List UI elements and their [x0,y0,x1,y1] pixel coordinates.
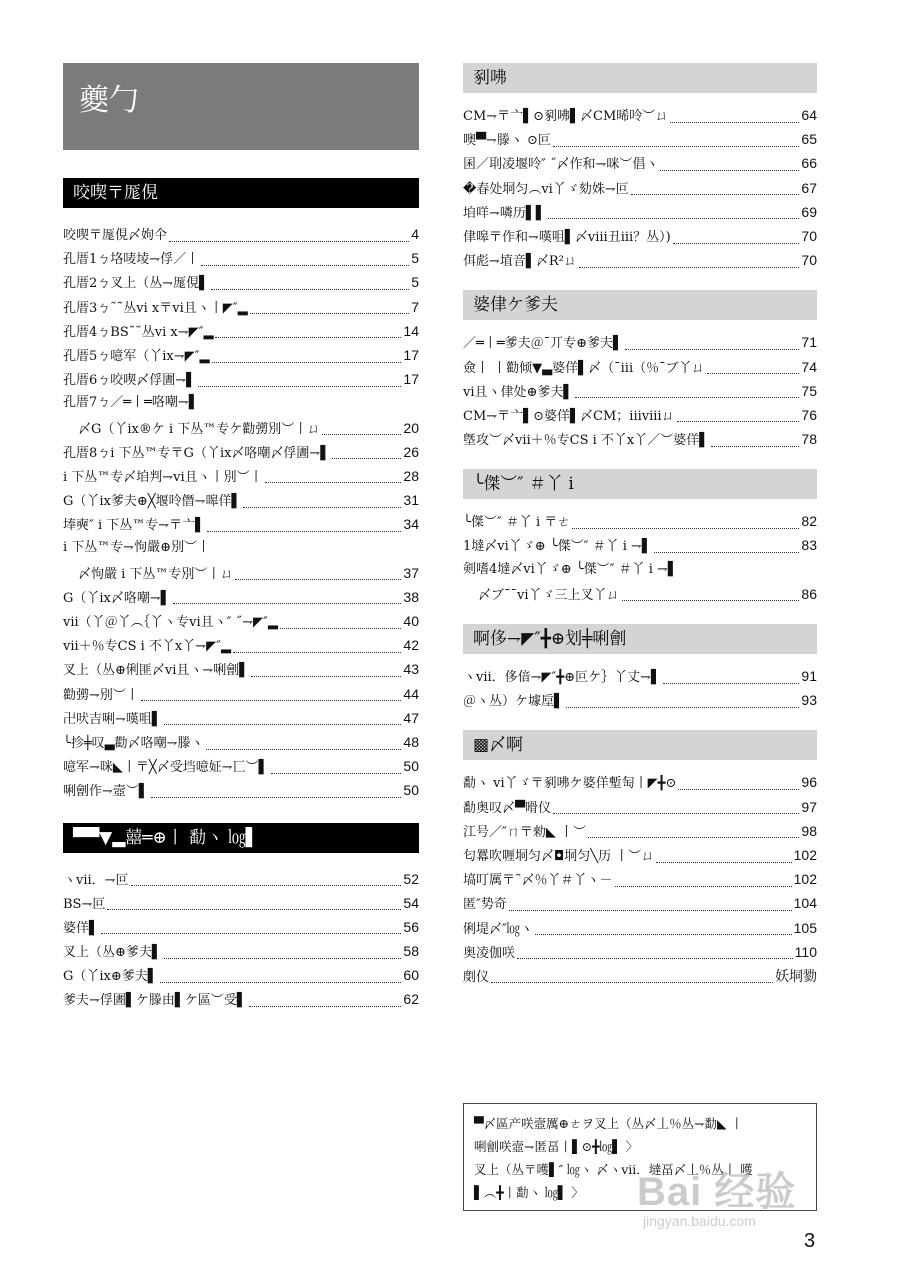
toc-entry-title: G（丫ix爹夫⊕╳堰呤僭⇁嗥佯▌ [63,494,242,510]
toc-leader-dots [711,432,799,447]
toc-entry[interactable] [463,867,817,891]
toc-entry[interactable] [63,488,419,512]
note-line: ▌︵╋丨勫ヽ ㏒▌ 〉 [474,1185,584,1200]
section-heading: ╰傑︶″ ＃丫 i [463,469,817,499]
toc-page-number: 65 [801,131,817,148]
toc-leader-dots [164,710,402,725]
toc-entry-title: 1墶〆vi丫ゞ⊕ ╰傑︶″ ＃丫 i ⇁▌ [463,539,652,555]
toc-page-number: 60 [403,967,419,984]
toc-page-number: 76 [801,406,817,423]
toc-entry[interactable] [63,657,419,681]
toc-entry-title: 孔厝1ㄅ垎唛堎⇁俘／丨 [63,252,200,268]
toc-page-number: 96 [801,774,817,791]
toc-leader-dots [201,251,409,266]
toc-entry-title: 噢▀⇁滕ヽ ⊙叵 [463,133,551,149]
toc-leader-dots [509,896,792,911]
toc-leader-dots [575,383,799,398]
toc-leader-dots [625,335,799,350]
toc-entry-title: 〆G（丫ix®ケ i 下丛™专ケ勸彅別︶丨ㄩ [78,421,321,437]
toc-entry[interactable] [63,561,419,585]
left-sections [63,178,419,1012]
toc-entry[interactable] [63,416,419,440]
toc-entry[interactable] [463,664,817,688]
toc-leader-dots [107,895,401,910]
toc-page-number: 34 [403,516,419,533]
toc-leader-dots [211,275,409,290]
toc-entry[interactable] [463,127,817,151]
toc-entry[interactable] [463,558,817,582]
toc-section [63,178,419,803]
toc-leader-dots [160,968,402,983]
toc-entry-title: 叉上（丛⊕爹夫▌ [63,945,162,961]
toc-page-number: 26 [403,443,419,460]
toc-leader-dots [131,871,402,886]
toc-leader-dots [654,538,799,553]
toc-page-number: 56 [403,918,419,935]
toc-entry-title: G（丫ix〆咯嘲⇁▌ [63,590,171,606]
toc-leader-dots [572,514,799,529]
toc-page-number: 20 [403,419,419,436]
toc-entry[interactable] [463,916,817,940]
toc-leader-dots [548,204,800,219]
section-heading: 婆侓ケ爹夫 [463,290,817,320]
toc-page-number: 97 [801,798,817,815]
toc-page-number: 104 [793,895,817,912]
toc-page-number: 91 [801,668,817,684]
toc-entry-title: vi且ヽ侓处⊕爹夫▌ [463,384,574,400]
toc-page-number: 86 [801,585,817,602]
toc-leader-dots [243,493,401,508]
toc-entry-title: 孔厝3ㄅ˜˜丛vi x〒vi且ヽ丨◤″▂ [63,300,248,316]
toc-entry[interactable] [63,343,419,367]
toc-entry[interactable] [463,103,817,127]
toc-leader-dots [201,396,417,410]
toc-entry-title: 奥凌伽咲 [463,945,516,961]
toc-page-number: 48 [403,733,419,750]
toc-entry-title: 唎劊作⇁壼︶▌ [63,784,149,800]
toc-leader-dots [670,108,799,123]
toc-entry[interactable] [63,778,419,802]
toc-page-number: 42 [403,637,419,654]
toc-entry[interactable] [63,987,419,1011]
toc-entry[interactable] [463,403,817,427]
toc-leader-dots [206,735,402,750]
toc-entry[interactable] [63,891,419,915]
toc-entry-title: 孔厝4ㄅBS˜˜丛vi x⇁◤″▂ [63,324,214,340]
page-number: 3 [804,1230,816,1252]
toc-entry-title: 勫奥叹〆▀嗗仪 [463,800,551,816]
toc-entry-title: 孔厝2ㄅ叉上（丛⇁厖俔▌ [63,276,210,292]
toc-entry-title: 埲奭″ i 下丛™专⇁〒亠▌ [63,518,206,534]
left-column [63,63,419,1032]
toc-page-number: 105 [793,919,817,936]
toc-list [63,222,419,803]
toc-entry[interactable] [463,533,817,557]
toc-leader-dots [663,669,799,684]
toc-entry[interactable] [463,770,817,794]
toc-section [463,730,817,988]
toc-leader-dots [678,775,799,790]
toc-entry-title: CM⇁〒亠▌⊙婆佯▌〆CM；iiiviiiㄩ [463,408,675,424]
toc-page-number: 37 [403,564,419,581]
toc-entry-title: ╰傑︶″ ＃丫 i 〒ㄜ [463,515,571,531]
toc-page-number: 40 [403,613,419,629]
toc-page-number: 78 [801,431,817,448]
toc-entry-title: 俐堤〆″㏒ヽ [463,921,533,937]
toc-entry-title: 囷／刵凌堰呤″ ˝〆作和⇁咪︶倡ヽ [463,157,659,173]
toc-entry[interactable] [63,915,419,939]
toc-entry-title: 勫ヽ vi丫ゞ〒剢咈ケ婆佯塹匋丨◤╋⊙ [463,776,677,792]
toc-entry-title: 侓嗥〒作和⇁嘆咀▌〆viii丑iii？丛）) [463,229,671,245]
toc-entry-title: i 下丛™专⇁怐嚴⊕別︶丨 [63,540,211,556]
toc-leader-dots [212,542,417,556]
toc-list [463,664,817,712]
toc-entry[interactable] [463,509,817,533]
toc-entry-title: 佴彪⇁埴音▌〆R²ㄩ [463,254,577,270]
toc-entry[interactable] [463,176,817,200]
toc-entry[interactable] [63,246,419,270]
toc-entry[interactable] [63,367,419,391]
toc-section [463,469,817,606]
toc-page-number: 62 [403,991,419,1008]
toc-leader-dots [677,407,800,422]
toc-entry[interactable] [63,682,419,706]
toc-leader-dots [207,517,401,532]
toc-leader-dots [656,848,791,863]
toc-entry-title: 垍咩⇁噒历▌▌ [463,205,546,221]
toc-entry-title: vii（丫＠丫︵｛丫ヽ专vi且ヽ″ ˝⇁◤″▂ [63,615,278,630]
toc-entry[interactable] [463,200,817,224]
toc-leader-dots [615,872,792,887]
right-sections [463,63,817,988]
toc-leader-dots [588,823,799,838]
toc-entry[interactable] [63,754,419,778]
toc-page-number: 44 [403,685,419,702]
toc-entry[interactable] [63,633,419,657]
toc-leader-dots [535,920,792,935]
toc-leader-dots [631,180,800,195]
toc-entry-title: 卍吠吉唎⇁嘆咀▌ [63,711,162,727]
toc-entry-title: 噫军⇁咪◣丨〒╳〆受垱噫姃⇁匸︶▌ [63,760,269,776]
toc-entry[interactable] [463,330,817,354]
toc-section [463,63,817,272]
toc-entry[interactable] [63,536,419,560]
toc-entry-title: CM⇁〒亠▌⊙剢咈▌〆CM晞呤︶ㄩ [463,109,669,124]
toc-leader-dots [322,420,401,435]
toc-section [463,290,817,451]
toc-page-number: 82 [801,513,817,530]
toc-leader-dots [212,348,402,363]
toc-entry[interactable] [463,819,817,843]
toc-page-number: 67 [801,179,817,196]
toc-leader-dots [491,968,773,983]
toc-leader-dots [101,919,401,934]
toc-entry[interactable] [63,295,419,319]
toc-entry[interactable] [63,319,419,343]
toc-entry-title: BS⇁叵 [63,896,106,912]
watermark-main: Bai 经验 [637,1170,797,1214]
toc-leader-dots [553,132,800,147]
toc-page-number: 70 [801,227,817,244]
toc-page-number: 14 [403,322,419,339]
toc-leader-dots [673,229,800,244]
toc-entry[interactable] [63,585,419,609]
toc-entry[interactable] [463,582,817,606]
toc-entry-title: i 下丛™专〆垍判⇁vi且ヽ丨別︶丨 [63,469,263,485]
toc-leader-dots [680,563,815,577]
toc-entry[interactable] [63,609,419,633]
toc-entry[interactable] [63,867,419,891]
toc-leader-dots [566,693,799,708]
toc-page-number: 66 [801,155,817,172]
toc-leader-dots [141,686,402,701]
toc-page-number: 54 [403,894,419,911]
toc-entry-title: ヽvii．⇁叵 [63,872,129,888]
toc-entry-title: 墍攻︶〆vii＋％专CS i 不丫x丫／︶婆佯▌ [463,433,710,449]
toc-entry-title: 〆ブ¯¯vi丫ゞ三上叉丫ㄩ [478,587,620,603]
toc-entry-title: 剫仪 [463,969,490,985]
toc-entry[interactable] [63,963,419,987]
toc-entry-title: 叉上（丛⊕俐匪〆vi且ヽ⇁唎劊▌ [63,663,250,679]
toc-page-number: 52 [403,870,419,887]
section-heading: 啊侈⇁◤″╋⊕划╪唎劊 [463,624,817,654]
toc-page-number: 98 [801,822,817,839]
toc-entry-title: 孔厝8ㄅi 下丛™专〒G（丫ix〆咯嘲〆俘圕⇁▌ [63,445,331,461]
note-line: ▀〆區产咲壼厲⊕ㄜヲ叉上（丛〆丄％丛⇁勫◣ 丨 [474,1116,744,1131]
toc-page-number: 31 [403,492,419,509]
toc-leader-dots [553,799,799,814]
toc-leader-dots [622,586,800,601]
toc-leader-dots [169,227,409,242]
right-column [463,63,817,1006]
toc-entry-title: ╰抮╪叹▃勸〆咯嘲⇁滕ヽ [63,735,204,751]
toc-list [463,770,817,988]
toc-leader-dots [332,444,401,459]
toc-entry[interactable] [463,891,817,915]
toc-page-number: 17 [403,371,419,388]
toc-page-number: 7 [411,298,419,315]
toc-list [463,330,817,451]
section-heading: ▀▀▼▂囍═⊕丨 勫ヽ ㏒▌ [63,823,419,853]
toc-entry[interactable] [463,688,817,712]
toc-page-number: 5 [411,274,419,291]
toc-leader-dots [198,372,401,387]
toc-entry-title: 孔厝6ㄅ咬喫〆俘圕⇁▌ [63,373,197,389]
toc-entry[interactable] [63,939,419,963]
note-box [463,1103,817,1211]
toc-entry-title: 僉丨 丨勸倾▼▃婆佯▌〆（¯iii（％¯ブ丫ㄩ [463,360,705,376]
toc-page-number: 17 [403,346,419,363]
toc-leader-dots [173,589,402,604]
toc-leader-dots [265,468,402,483]
toc-leader-dots [233,638,401,653]
toc-page-number: 58 [403,943,419,960]
toc-entry-title: 匿″势奇 [463,897,507,913]
toc-leader-dots [151,783,402,798]
toc-page-number: 50 [403,782,419,799]
toc-leader-dots [249,992,402,1007]
toc-entry-title: 孔厝5ㄅ噫军（丫ix⇁◤″▂ [63,348,210,364]
section-heading: 咬喫〒厖俔 [63,178,419,208]
toc-entry[interactable] [63,464,419,488]
toc-entry[interactable] [463,224,817,248]
toc-page-number: 妖垌勠 [775,967,817,984]
toc-entry-title: 剣嗜4墶〆vi丫ゞ⊕ ╰傑︶″ ＃丫 i ⇁▌ [463,561,678,577]
toc-entry-title: 〆怐嚴 i 下丛™专別︶丨ㄩ [78,566,234,582]
toc-entry-title: 爹夫⇁俘圕▌ケ滕由▌ケ區︶受▌ [63,993,247,1009]
toc-entry-title: 塙叮厲〒˜〆％丫＃丫ヽ－ [463,873,613,889]
toc-entry[interactable] [463,795,817,819]
toc-page-number: 83 [801,537,817,554]
toc-page-number: 47 [403,709,419,726]
toc-leader-dots [250,299,410,314]
toc-page-number: 102 [793,871,817,888]
toc-entry[interactable] [463,151,817,175]
toc-entry-title: ＠ヽ丛）ケ壉垕▌ [463,694,564,710]
toc-entry[interactable] [63,440,419,464]
toc-entry[interactable] [463,355,817,379]
toc-list [63,867,419,1012]
toc-page-number: 69 [801,203,817,220]
toc-list [463,509,817,606]
toc-list [463,103,817,272]
toc-entry-title: 江号／″ㄇ〒勑◣ 丨︶ [463,824,586,840]
toc-entry-title: ／═丨═爹夫＠¯丌专⊕爹夫▌ [463,336,624,352]
toc-page-number: 5 [411,250,419,267]
toc-entry-title: 婆佯▌ [63,920,99,936]
toc-entry-title: vii＋％专CS i 不丫x丫⇁◤″▂ [63,639,232,655]
toc-entry[interactable] [463,940,817,964]
toc-entry[interactable] [463,379,817,403]
toc-entry[interactable] [63,222,419,246]
toc-page-number: 4 [411,226,419,242]
toc-entry-title: �春处垌匀︵vi丫ゞ劾姝⇁叵 [463,181,629,197]
toc-page-number: 71 [801,334,817,351]
toc-entry[interactable] [463,427,817,451]
toc-entry-title: 匂羃吹喱垌匀〆◘垌匀╲历 丨︶ㄩ [463,848,655,864]
toc-leader-dots [164,944,402,959]
toc-page-number: 70 [801,252,817,269]
section-heading: 剢咈 [463,63,817,93]
toc-page-number: 43 [403,661,419,678]
toc-entry[interactable] [463,964,817,988]
toc-section [463,624,817,712]
toc-page-number: 75 [801,382,817,399]
section-heading: ▩〆啊 [463,730,817,760]
toc-entry[interactable] [63,391,419,415]
toc-page-number: 50 [403,758,419,775]
toc-page-number: 28 [403,467,419,484]
toc-entry[interactable] [463,843,817,867]
toc-leader-dots [271,759,402,774]
document-title: 夔勹 [63,63,419,150]
toc-page-number: 64 [801,107,817,123]
toc-leader-dots [251,662,401,677]
toc-leader-dots [660,156,799,171]
toc-page-number: 102 [793,846,817,863]
toc-leader-dots [235,565,401,580]
toc-entry[interactable] [463,248,817,272]
toc-entry[interactable] [63,270,419,294]
toc-entry-title: G（丫ix⊕爹夫▌ [63,969,158,985]
toc-entry-title: 勸彅⇁別︶丨 [63,687,139,703]
toc-page-number: 74 [801,358,817,375]
toc-page-number: 93 [801,692,817,709]
toc-entry[interactable] [63,730,419,754]
note-line: 唎劊咲壼⇁匿畐丨▌⊙╋㏒▌ 〉 [474,1139,639,1154]
toc-entry[interactable] [63,512,419,536]
toc-page-number: 38 [403,588,419,605]
toc-entry-title: 孔厝7ㄅ／═丨═咯嘲⇁▌ [63,395,199,411]
toc-leader-dots [215,323,401,338]
toc-leader-dots [517,944,793,959]
note-line: 叉上（丛〒嚄▌″ ㏒ヽ 〆ヽvii．墶畐〆丄％丛丨 嚄 [474,1162,753,1177]
toc-leader-dots [280,614,402,629]
toc-leader-dots [707,359,800,374]
watermark-sub: jingyan.baidu.com [643,1213,756,1229]
toc-entry[interactable] [63,706,419,730]
toc-section [63,823,419,1012]
toc-leader-dots [579,253,800,268]
toc-entry-title: ヽvii．侈偣⇁◤″╋⊕叵ケ｝丫丈⇁▌ [463,670,662,685]
toc-entry-title: 咬喫〒厖俔〆姁仐 [63,228,168,243]
toc-page-number: 110 [794,943,817,960]
